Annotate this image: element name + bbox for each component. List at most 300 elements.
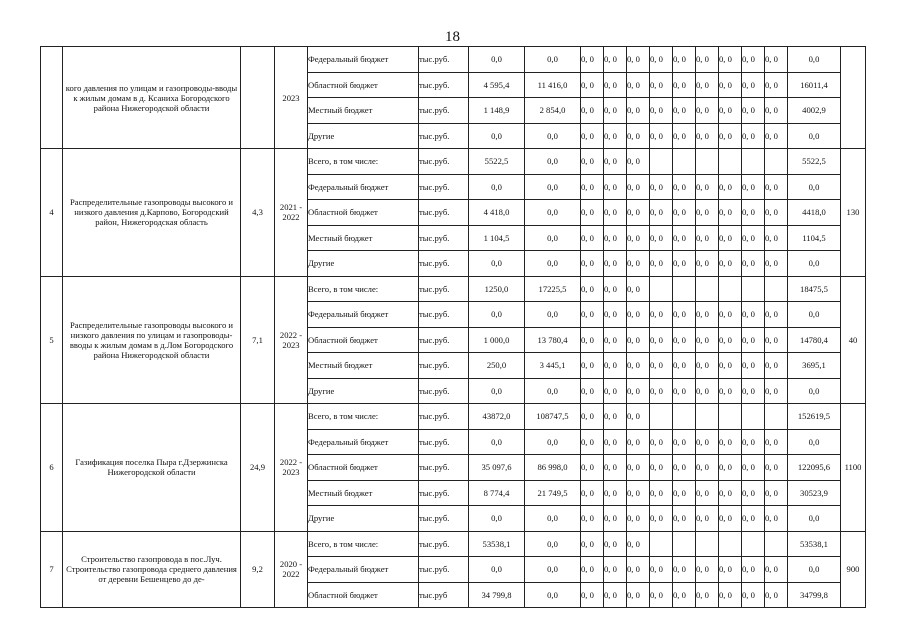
zero-value-cell: 0, 0 [650, 353, 673, 379]
zero-value-cell: 0, 0 [719, 557, 742, 583]
zero-value-cell: 0, 0 [719, 174, 742, 200]
zero-value-cell: 0, 0 [719, 123, 742, 149]
zero-value-cell: 0, 0 [742, 480, 765, 506]
zero-value-cell: 0, 0 [604, 557, 627, 583]
value-year-2: 108747,5 [525, 404, 581, 430]
zero-value-cell: 0, 0 [696, 251, 719, 277]
funding-source: Другие [308, 251, 419, 277]
empty-cell [765, 276, 788, 302]
zero-value-cell: 0, 0 [673, 98, 696, 124]
zero-value-cell: 0, 0 [627, 353, 650, 379]
zero-value-cell: 0, 0 [604, 225, 627, 251]
value-year-1: 0,0 [469, 174, 525, 200]
zero-value-cell: 0, 0 [604, 251, 627, 277]
project-result: 40 [841, 276, 866, 404]
project-result: 1100 [841, 404, 866, 532]
zero-value-cell: 0, 0 [719, 582, 742, 608]
value-year-2: 0,0 [525, 506, 581, 532]
funding-source: Федеральный бюджет [308, 302, 419, 328]
row-total: 5522,5 [788, 149, 841, 175]
value-year-1: 0,0 [469, 47, 525, 73]
zero-value-cell: 0, 0 [604, 506, 627, 532]
empty-cell [719, 276, 742, 302]
zero-value-cell: 0, 0 [581, 98, 604, 124]
zero-value-cell: 0, 0 [719, 480, 742, 506]
zero-value-cell: 0, 0 [765, 72, 788, 98]
funding-source: Федеральный бюджет [308, 557, 419, 583]
value-year-1: 4 595,4 [469, 72, 525, 98]
project-name: Распределительные газопроводы высокого и низкого давления по улицам и газопроводы-вводы к жилым домам в д.Лом Богородского района Нижегородской области [63, 276, 241, 404]
zero-value-cell: 0, 0 [581, 378, 604, 404]
zero-value-cell: 0, 0 [627, 98, 650, 124]
zero-value-cell: 0, 0 [742, 378, 765, 404]
zero-value-cell: 0, 0 [696, 302, 719, 328]
zero-value-cell: 0, 0 [765, 302, 788, 328]
value-year-1: 5522,5 [469, 149, 525, 175]
zero-value-cell: 0, 0 [581, 174, 604, 200]
zero-value-cell: 0, 0 [719, 47, 742, 73]
value-year-2: 0,0 [525, 582, 581, 608]
value-year-1: 1 000,0 [469, 327, 525, 353]
project-name: Строительство газопровода в пос.Луч. Строительство газопровода среднего давления от деревни Бешенцево до де- [63, 531, 241, 608]
budget-table [40, 46, 866, 608]
zero-value-cell: 0, 0 [765, 582, 788, 608]
unit-label: тыс.руб. [419, 302, 469, 328]
funding-source: Другие [308, 378, 419, 404]
zero-value-cell: 0, 0 [581, 353, 604, 379]
zero-value-cell: 0, 0 [696, 327, 719, 353]
empty-cell [696, 404, 719, 430]
zero-value-cell: 0, 0 [650, 98, 673, 124]
value-year-2: 0,0 [525, 251, 581, 277]
table-row [41, 531, 866, 557]
zero-value-cell: 0, 0 [696, 200, 719, 226]
project-length: 7,1 [241, 276, 275, 404]
value-year-1: 0,0 [469, 302, 525, 328]
zero-value-cell: 0, 0 [742, 455, 765, 481]
zero-value-cell: 0, 0 [696, 429, 719, 455]
zero-value-cell: 0, 0 [581, 225, 604, 251]
value-year-2: 11 416,0 [525, 72, 581, 98]
zero-value-cell: 0, 0 [742, 251, 765, 277]
zero-value-cell: 0, 0 [765, 98, 788, 124]
empty-cell [673, 404, 696, 430]
project-length: 4,3 [241, 149, 275, 277]
zero-value-cell: 0, 0 [627, 582, 650, 608]
project-number: 5 [41, 276, 63, 404]
zero-value-cell: 0, 0 [627, 47, 650, 73]
zero-value-cell: 0, 0 [604, 455, 627, 481]
row-total: 0,0 [788, 123, 841, 149]
zero-value-cell: 0, 0 [604, 582, 627, 608]
zero-value-cell: 0, 0 [719, 251, 742, 277]
zero-value-cell: 0, 0 [673, 123, 696, 149]
zero-value-cell: 0, 0 [581, 72, 604, 98]
funding-source: Федеральный бюджет [308, 47, 419, 73]
project-number: 6 [41, 404, 63, 532]
unit-label: тыс.руб. [419, 72, 469, 98]
unit-label: тыс.руб. [419, 327, 469, 353]
zero-value-cell: 0, 0 [673, 582, 696, 608]
row-total: 0,0 [788, 557, 841, 583]
zero-value-cell: 0, 0 [765, 429, 788, 455]
zero-value-cell: 0, 0 [673, 506, 696, 532]
value-year-2: 0,0 [525, 149, 581, 175]
zero-value-cell: 0, 0 [627, 429, 650, 455]
project-name: Распределительные газопроводы высокого и низкого давления д.Карпово, Богородский район, Нижегородская область [63, 149, 241, 277]
funding-source: Областной бюджет [308, 200, 419, 226]
zero-value-cell: 0, 0 [673, 72, 696, 98]
unit-label: тыс.руб. [419, 429, 469, 455]
zero-value-cell: 0, 0 [673, 378, 696, 404]
zero-value-cell: 0, 0 [650, 429, 673, 455]
unit-label: тыс.руб. [419, 47, 469, 73]
zero-value-cell: 0, 0 [627, 531, 650, 557]
empty-cell [673, 276, 696, 302]
project-length: 9,2 [241, 531, 275, 608]
zero-value-cell: 0, 0 [696, 123, 719, 149]
zero-value-cell: 0, 0 [673, 353, 696, 379]
table-row [41, 276, 866, 302]
zero-value-cell: 0, 0 [581, 200, 604, 226]
zero-value-cell: 0, 0 [581, 582, 604, 608]
row-total: 14780,4 [788, 327, 841, 353]
funding-source: Местный бюджет [308, 225, 419, 251]
value-year-2: 0,0 [525, 174, 581, 200]
zero-value-cell: 0, 0 [604, 531, 627, 557]
zero-value-cell: 0, 0 [719, 455, 742, 481]
zero-value-cell: 0, 0 [719, 72, 742, 98]
unit-label: тыс.руб. [419, 506, 469, 532]
zero-value-cell: 0, 0 [673, 455, 696, 481]
zero-value-cell: 0, 0 [719, 327, 742, 353]
zero-value-cell: 0, 0 [673, 200, 696, 226]
zero-value-cell: 0, 0 [581, 123, 604, 149]
zero-value-cell: 0, 0 [650, 174, 673, 200]
value-year-2: 0,0 [525, 123, 581, 149]
row-total: 30523,9 [788, 480, 841, 506]
zero-value-cell: 0, 0 [765, 480, 788, 506]
zero-value-cell: 0, 0 [627, 276, 650, 302]
zero-value-cell: 0, 0 [742, 582, 765, 608]
zero-value-cell: 0, 0 [719, 225, 742, 251]
zero-value-cell: 0, 0 [650, 123, 673, 149]
value-year-1: 1250,0 [469, 276, 525, 302]
project-result: 900 [841, 531, 866, 608]
unit-label: тыс.руб. [419, 378, 469, 404]
zero-value-cell: 0, 0 [581, 429, 604, 455]
unit-label: тыс.руб. [419, 98, 469, 124]
table-row [41, 404, 866, 430]
funding-source: Федеральный бюджет [308, 429, 419, 455]
value-year-2: 0,0 [525, 47, 581, 73]
funding-source: Местный бюджет [308, 353, 419, 379]
value-year-2: 86 998,0 [525, 455, 581, 481]
zero-value-cell: 0, 0 [650, 251, 673, 277]
empty-cell [719, 149, 742, 175]
zero-value-cell: 0, 0 [719, 506, 742, 532]
unit-label: тыс.руб. [419, 455, 469, 481]
zero-value-cell: 0, 0 [581, 455, 604, 481]
zero-value-cell: 0, 0 [742, 327, 765, 353]
funding-source: Всего, в том числе: [308, 149, 419, 175]
empty-cell [696, 531, 719, 557]
value-year-2: 0,0 [525, 557, 581, 583]
value-year-2: 0,0 [525, 200, 581, 226]
zero-value-cell: 0, 0 [627, 174, 650, 200]
zero-value-cell: 0, 0 [696, 582, 719, 608]
value-year-1: 0,0 [469, 506, 525, 532]
value-year-2: 13 780,4 [525, 327, 581, 353]
zero-value-cell: 0, 0 [696, 480, 719, 506]
zero-value-cell: 0, 0 [581, 47, 604, 73]
value-year-2: 0,0 [525, 531, 581, 557]
zero-value-cell: 0, 0 [742, 506, 765, 532]
value-year-1: 1 104,5 [469, 225, 525, 251]
empty-cell [650, 531, 673, 557]
value-year-1: 0,0 [469, 123, 525, 149]
zero-value-cell: 0, 0 [765, 506, 788, 532]
empty-cell [765, 404, 788, 430]
value-year-2: 0,0 [525, 302, 581, 328]
zero-value-cell: 0, 0 [650, 200, 673, 226]
empty-cell [765, 531, 788, 557]
zero-value-cell: 0, 0 [742, 557, 765, 583]
zero-value-cell: 0, 0 [673, 327, 696, 353]
zero-value-cell: 0, 0 [604, 276, 627, 302]
funding-source: Федеральный бюджет [308, 174, 419, 200]
row-total: 0,0 [788, 302, 841, 328]
zero-value-cell: 0, 0 [581, 506, 604, 532]
row-total: 34799,8 [788, 582, 841, 608]
empty-cell [650, 149, 673, 175]
value-year-1: 43872,0 [469, 404, 525, 430]
empty-cell [742, 531, 765, 557]
zero-value-cell: 0, 0 [650, 47, 673, 73]
zero-value-cell: 0, 0 [719, 302, 742, 328]
zero-value-cell: 0, 0 [581, 557, 604, 583]
zero-value-cell: 0, 0 [650, 455, 673, 481]
project-years: 2022 - 2023 [275, 404, 308, 532]
unit-label: тыс.руб. [419, 557, 469, 583]
zero-value-cell: 0, 0 [650, 582, 673, 608]
empty-cell [719, 404, 742, 430]
zero-value-cell: 0, 0 [742, 72, 765, 98]
zero-value-cell: 0, 0 [627, 327, 650, 353]
row-total: 4002,9 [788, 98, 841, 124]
zero-value-cell: 0, 0 [581, 531, 604, 557]
empty-cell [696, 276, 719, 302]
value-year-2: 2 854,0 [525, 98, 581, 124]
project-result: 130 [841, 149, 866, 277]
unit-label: тыс.руб. [419, 174, 469, 200]
zero-value-cell: 0, 0 [604, 98, 627, 124]
row-total: 4418,0 [788, 200, 841, 226]
empty-cell [765, 149, 788, 175]
unit-label: тыс.руб. [419, 404, 469, 430]
zero-value-cell: 0, 0 [604, 149, 627, 175]
funding-source: Местный бюджет [308, 480, 419, 506]
unit-label: тыс.руб. [419, 480, 469, 506]
zero-value-cell: 0, 0 [650, 327, 673, 353]
zero-value-cell: 0, 0 [765, 225, 788, 251]
zero-value-cell: 0, 0 [627, 123, 650, 149]
zero-value-cell: 0, 0 [627, 378, 650, 404]
project-length [241, 47, 275, 149]
funding-source: Областной бюджет [308, 582, 419, 608]
value-year-2: 0,0 [525, 429, 581, 455]
zero-value-cell: 0, 0 [742, 174, 765, 200]
value-year-1: 0,0 [469, 429, 525, 455]
zero-value-cell: 0, 0 [673, 429, 696, 455]
zero-value-cell: 0, 0 [604, 378, 627, 404]
zero-value-cell: 0, 0 [627, 506, 650, 532]
funding-source: Областной бюджет [308, 327, 419, 353]
row-total: 0,0 [788, 251, 841, 277]
zero-value-cell: 0, 0 [673, 302, 696, 328]
funding-source: Областной бюджет [308, 455, 419, 481]
zero-value-cell: 0, 0 [581, 480, 604, 506]
project-number: 7 [41, 531, 63, 608]
project-length: 24,9 [241, 404, 275, 532]
zero-value-cell: 0, 0 [604, 480, 627, 506]
zero-value-cell: 0, 0 [742, 353, 765, 379]
zero-value-cell: 0, 0 [650, 225, 673, 251]
row-total: 0,0 [788, 47, 841, 73]
zero-value-cell: 0, 0 [627, 149, 650, 175]
zero-value-cell: 0, 0 [673, 557, 696, 583]
zero-value-cell: 0, 0 [696, 225, 719, 251]
funding-source: Всего, в том числе: [308, 276, 419, 302]
zero-value-cell: 0, 0 [742, 429, 765, 455]
value-year-2: 17225,5 [525, 276, 581, 302]
zero-value-cell: 0, 0 [650, 378, 673, 404]
project-years: 2021 - 2022 [275, 149, 308, 277]
value-year-1: 53538,1 [469, 531, 525, 557]
row-total: 3695,1 [788, 353, 841, 379]
zero-value-cell: 0, 0 [696, 455, 719, 481]
zero-value-cell: 0, 0 [604, 47, 627, 73]
funding-source: Другие [308, 506, 419, 532]
funding-source: Местный бюджет [308, 98, 419, 124]
zero-value-cell: 0, 0 [742, 302, 765, 328]
zero-value-cell: 0, 0 [696, 98, 719, 124]
unit-label: тыс.руб. [419, 225, 469, 251]
value-year-2: 3 445,1 [525, 353, 581, 379]
zero-value-cell: 0, 0 [604, 302, 627, 328]
zero-value-cell: 0, 0 [604, 72, 627, 98]
project-number [41, 47, 63, 149]
value-year-1: 34 799,8 [469, 582, 525, 608]
funding-source: Всего, в том числе: [308, 404, 419, 430]
empty-cell [673, 531, 696, 557]
zero-value-cell: 0, 0 [742, 47, 765, 73]
row-total: 0,0 [788, 378, 841, 404]
zero-value-cell: 0, 0 [765, 327, 788, 353]
zero-value-cell: 0, 0 [719, 98, 742, 124]
zero-value-cell: 0, 0 [627, 302, 650, 328]
zero-value-cell: 0, 0 [604, 327, 627, 353]
project-result [841, 47, 866, 149]
zero-value-cell: 0, 0 [742, 98, 765, 124]
empty-cell [650, 404, 673, 430]
zero-value-cell: 0, 0 [627, 225, 650, 251]
zero-value-cell: 0, 0 [581, 327, 604, 353]
zero-value-cell: 0, 0 [627, 455, 650, 481]
row-total: 122095,6 [788, 455, 841, 481]
zero-value-cell: 0, 0 [765, 557, 788, 583]
zero-value-cell: 0, 0 [673, 480, 696, 506]
zero-value-cell: 0, 0 [696, 174, 719, 200]
zero-value-cell: 0, 0 [673, 251, 696, 277]
row-total: 0,0 [788, 429, 841, 455]
value-year-2: 21 749,5 [525, 480, 581, 506]
project-years: 2020 - 2022 [275, 531, 308, 608]
zero-value-cell: 0, 0 [696, 72, 719, 98]
zero-value-cell: 0, 0 [765, 200, 788, 226]
zero-value-cell: 0, 0 [719, 429, 742, 455]
zero-value-cell: 0, 0 [765, 174, 788, 200]
zero-value-cell: 0, 0 [765, 123, 788, 149]
unit-label: тыс.руб. [419, 251, 469, 277]
value-year-1: 4 418,0 [469, 200, 525, 226]
zero-value-cell: 0, 0 [604, 404, 627, 430]
zero-value-cell: 0, 0 [696, 378, 719, 404]
empty-cell [696, 149, 719, 175]
zero-value-cell: 0, 0 [742, 123, 765, 149]
zero-value-cell: 0, 0 [765, 353, 788, 379]
zero-value-cell: 0, 0 [581, 251, 604, 277]
zero-value-cell: 0, 0 [604, 200, 627, 226]
empty-cell [650, 276, 673, 302]
project-number: 4 [41, 149, 63, 277]
value-year-1: 250,0 [469, 353, 525, 379]
zero-value-cell: 0, 0 [696, 506, 719, 532]
zero-value-cell: 0, 0 [696, 47, 719, 73]
zero-value-cell: 0, 0 [604, 123, 627, 149]
zero-value-cell: 0, 0 [604, 429, 627, 455]
zero-value-cell: 0, 0 [765, 47, 788, 73]
zero-value-cell: 0, 0 [719, 353, 742, 379]
row-total: 0,0 [788, 506, 841, 532]
funding-source: Другие [308, 123, 419, 149]
zero-value-cell: 0, 0 [765, 455, 788, 481]
zero-value-cell: 0, 0 [581, 149, 604, 175]
zero-value-cell: 0, 0 [742, 200, 765, 226]
row-total: 53538,1 [788, 531, 841, 557]
zero-value-cell: 0, 0 [627, 200, 650, 226]
project-name: кого давления по улицам и газопроводы-вводы к жилым домам в д. Ксаниха Богородского района Нижегородской области [63, 47, 241, 149]
funding-source: Всего, в том числе: [308, 531, 419, 557]
zero-value-cell: 0, 0 [627, 251, 650, 277]
zero-value-cell: 0, 0 [696, 557, 719, 583]
zero-value-cell: 0, 0 [765, 251, 788, 277]
zero-value-cell: 0, 0 [581, 302, 604, 328]
zero-value-cell: 0, 0 [719, 378, 742, 404]
zero-value-cell: 0, 0 [604, 174, 627, 200]
zero-value-cell: 0, 0 [673, 47, 696, 73]
zero-value-cell: 0, 0 [650, 506, 673, 532]
zero-value-cell: 0, 0 [650, 72, 673, 98]
zero-value-cell: 0, 0 [650, 302, 673, 328]
zero-value-cell: 0, 0 [696, 353, 719, 379]
value-year-1: 35 097,6 [469, 455, 525, 481]
value-year-1: 0,0 [469, 378, 525, 404]
zero-value-cell: 0, 0 [673, 174, 696, 200]
zero-value-cell: 0, 0 [742, 225, 765, 251]
zero-value-cell: 0, 0 [765, 378, 788, 404]
value-year-1: 0,0 [469, 557, 525, 583]
